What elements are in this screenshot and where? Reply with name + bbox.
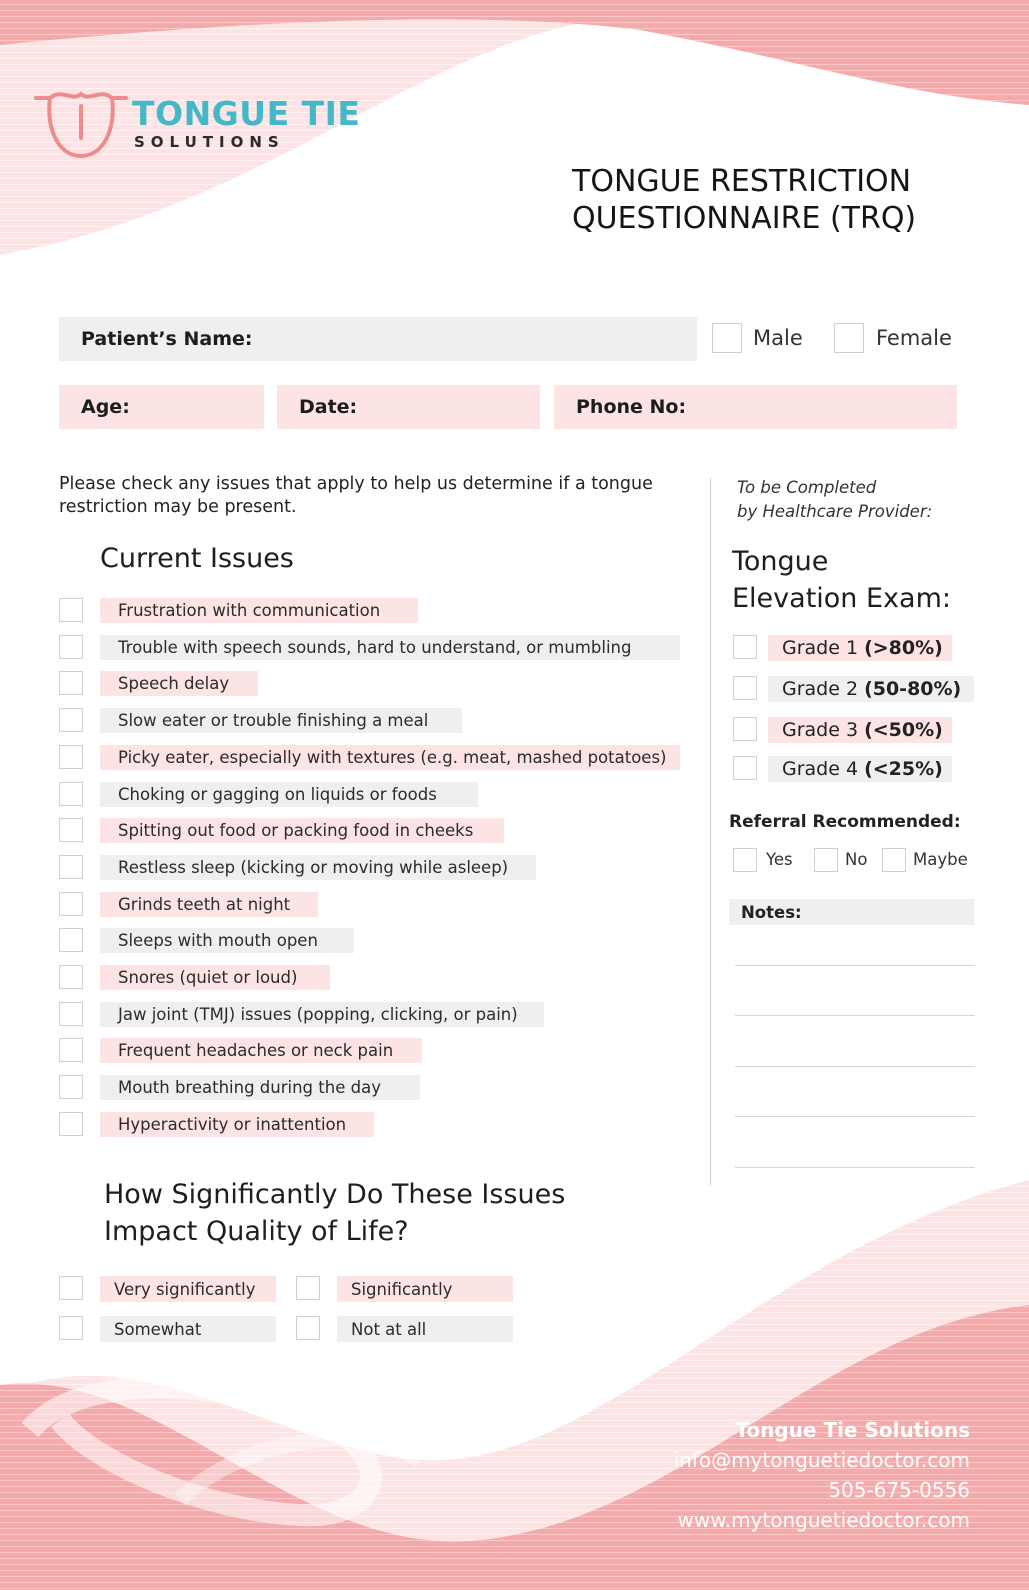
issue-label: Snores (quiet or loud)	[100, 965, 330, 990]
grade-range: (<50%)	[864, 719, 943, 741]
grade-range: (<25%)	[864, 758, 943, 780]
impact-significantly-checkbox[interactable]	[296, 1276, 320, 1300]
impact-heading-line-1: How Significantly Do These Issues	[104, 1179, 566, 1210]
logo-name: TONGUE TIE	[132, 94, 361, 133]
referral-no-checkbox[interactable]	[814, 848, 838, 872]
grade-name: Grade 3	[782, 719, 859, 741]
grade-4-checkbox[interactable]	[733, 756, 757, 780]
notes-line[interactable]	[735, 1167, 975, 1168]
issue-checkbox[interactable]	[59, 1075, 83, 1099]
grade-range: (50-80%)	[864, 678, 962, 700]
issue-label: Jaw joint (TMJ) issues (popping, clicking, or pain)	[100, 1002, 544, 1027]
footer-company: Tongue Tie Solutions	[735, 1418, 970, 1442]
notes-line[interactable]	[735, 965, 975, 966]
tongue-exam-heading	[732, 543, 951, 617]
issue-checkbox[interactable]	[59, 855, 83, 879]
impact-significantly-label: Significantly	[337, 1276, 513, 1302]
impact-not-at-all-checkbox[interactable]	[296, 1316, 320, 1340]
impact-heading	[104, 1176, 565, 1250]
grade-name: Grade 4	[782, 758, 859, 780]
issue-checkbox[interactable]	[59, 708, 83, 732]
issue-checkbox[interactable]	[59, 782, 83, 806]
issue-checkbox[interactable]	[59, 671, 83, 695]
issue-label: Choking or gagging on liquids or foods	[100, 782, 478, 807]
grade-name: Grade 1	[782, 637, 859, 659]
grade-3-checkbox[interactable]	[733, 717, 757, 741]
female-checkbox[interactable]	[834, 323, 864, 353]
issue-label: Speech delay	[100, 671, 258, 696]
referral-maybe-label: Maybe	[913, 850, 968, 869]
impact-very-significantly-checkbox[interactable]	[59, 1276, 83, 1300]
grade-range: (>80%)	[864, 637, 943, 659]
issue-label: Hyperactivity or inattention	[100, 1112, 374, 1137]
issue-label: Sleeps with mouth open	[100, 928, 354, 953]
grade-4-label	[768, 756, 952, 782]
title-line-1: TONGUE RESTRICTION	[572, 164, 912, 199]
issue-label: Spitting out food or packing food in cheeks	[100, 818, 504, 843]
provider-note-line-2: by Healthcare Provider:	[737, 502, 933, 521]
title-line-2: QUESTIONNAIRE (TRQ)	[572, 201, 917, 236]
grade-2-label	[768, 676, 974, 702]
issue-checkbox[interactable]	[59, 1112, 83, 1136]
issue-label: Trouble with speech sounds, hard to understand, or mumbling	[100, 635, 680, 660]
provider-note-line-1: To be Completed	[737, 478, 877, 497]
referral-yes-checkbox[interactable]	[733, 848, 757, 872]
issue-label: Restless sleep (kicking or moving while asleep)	[100, 855, 536, 880]
issue-checkbox[interactable]	[59, 965, 83, 989]
grade-2-checkbox[interactable]	[733, 676, 757, 700]
notes-label: Notes:	[741, 902, 802, 922]
male-checkbox[interactable]	[712, 323, 742, 353]
male-label: Male	[753, 326, 803, 350]
issue-checkbox[interactable]	[59, 928, 83, 952]
referral-yes-label: Yes	[766, 850, 793, 869]
issue-label: Frustration with communication	[100, 598, 418, 623]
issue-label: Grinds teeth at night	[100, 892, 318, 917]
issue-label: Frequent headaches or neck pain	[100, 1038, 422, 1063]
issue-checkbox[interactable]	[59, 818, 83, 842]
issue-checkbox[interactable]	[59, 598, 83, 622]
patient-name-label: Patient’s Name:	[81, 328, 253, 350]
issue-label: Slow eater or trouble finishing a meal	[100, 708, 462, 733]
issue-checkbox[interactable]	[59, 1002, 83, 1026]
phone-field[interactable]	[554, 385, 957, 429]
logo-subtitle: SOLUTIONS	[134, 133, 285, 151]
grade-3-label	[768, 717, 952, 743]
referral-maybe-checkbox[interactable]	[882, 848, 906, 872]
impact-somewhat-checkbox[interactable]	[59, 1316, 83, 1340]
current-issues-heading: Current Issues	[100, 543, 294, 574]
notes-header	[729, 899, 974, 925]
grade-1-checkbox[interactable]	[733, 635, 757, 659]
footer-website[interactable]: www.mytonguetiedoctor.com	[677, 1508, 970, 1532]
referral-no-label: No	[845, 850, 868, 869]
notes-line[interactable]	[735, 1066, 975, 1067]
patient-name-field[interactable]	[59, 317, 697, 361]
column-divider	[710, 478, 711, 1185]
referral-label: Referral Recommended:	[729, 812, 961, 832]
issue-checkbox[interactable]	[59, 635, 83, 659]
logo	[34, 88, 364, 160]
exam-heading-line-1: Tongue	[732, 546, 829, 577]
issue-label: Picky eater, especially with textures (e.g. meat, mashed potatoes)	[100, 745, 680, 770]
issue-checkbox[interactable]	[59, 1038, 83, 1062]
issue-checkbox[interactable]	[59, 745, 83, 769]
footer-email[interactable]: info@mytonguetiedoctor.com	[673, 1448, 970, 1472]
tongue-logo-icon	[34, 88, 130, 160]
date-field[interactable]	[277, 385, 540, 429]
grade-1-label	[768, 635, 952, 661]
instructions-text: Please check any issues that apply to help us determine if a tongue restriction may be present.	[59, 474, 653, 517]
phone-label: Phone No:	[576, 396, 687, 418]
exam-heading-line-2: Elevation Exam:	[732, 583, 951, 614]
date-label: Date:	[299, 396, 358, 418]
footer-phone[interactable]: 505-675-0556	[828, 1478, 970, 1502]
grade-name: Grade 2	[782, 678, 859, 700]
impact-very-significantly-label: Very significantly	[100, 1276, 276, 1302]
impact-somewhat-label: Somewhat	[100, 1316, 276, 1342]
age-label: Age:	[81, 396, 130, 418]
page-title	[572, 163, 952, 237]
provider-note	[737, 476, 932, 524]
impact-heading-line-2: Impact Quality of Life?	[104, 1216, 409, 1247]
impact-not-at-all-label: Not at all	[337, 1316, 513, 1342]
notes-line[interactable]	[735, 1015, 975, 1016]
notes-line[interactable]	[735, 1116, 975, 1117]
age-field[interactable]	[59, 385, 264, 429]
issue-checkbox[interactable]	[59, 892, 83, 916]
female-label: Female	[876, 326, 952, 350]
issue-label: Mouth breathing during the day	[100, 1075, 420, 1100]
